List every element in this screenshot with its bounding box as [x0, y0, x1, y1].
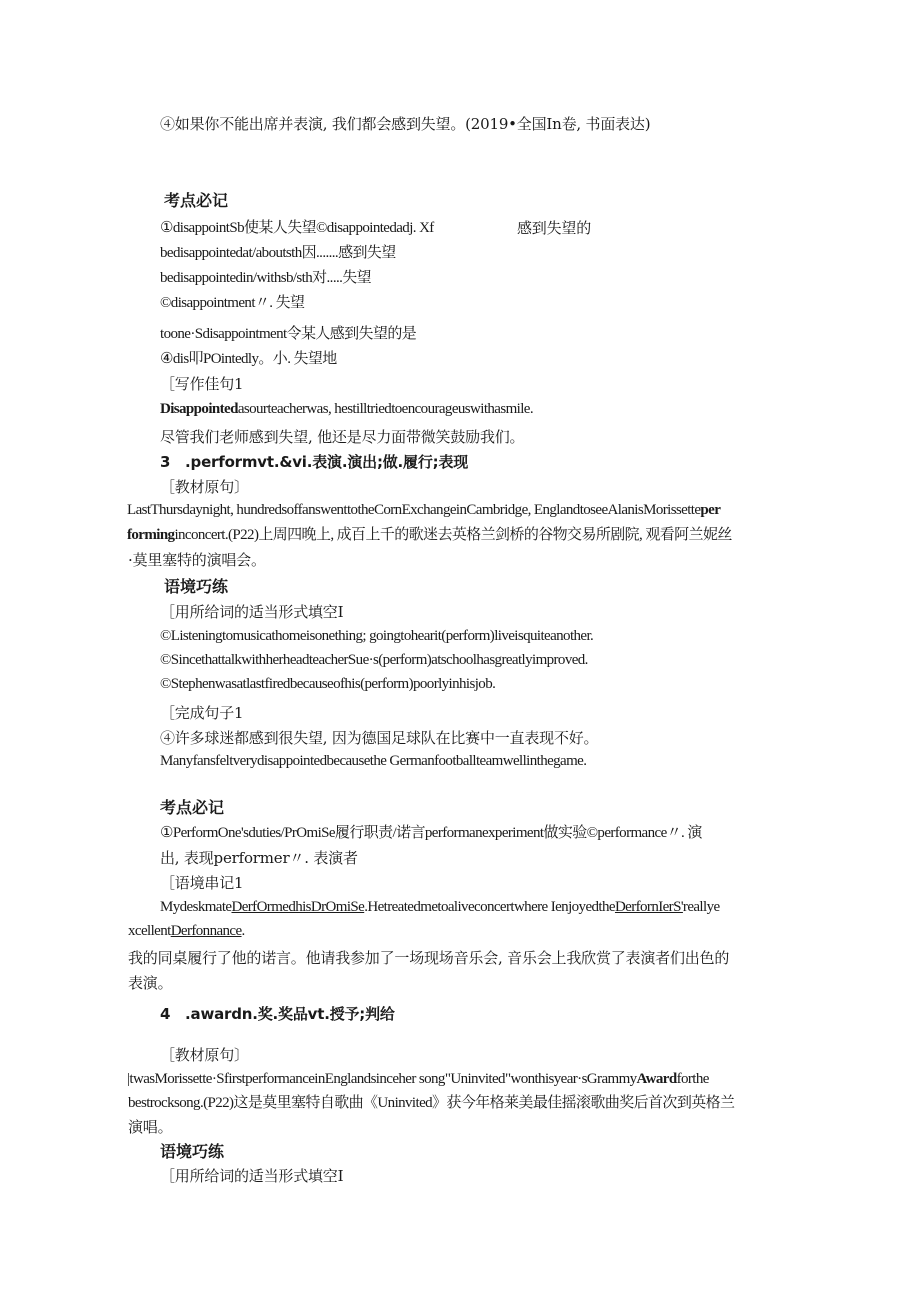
section-heading-practice: 语境巧练	[160, 1142, 225, 1161]
key-point-line: ①disappointSb使某人失望©disappointedadj. Xf	[160, 220, 434, 236]
context-text: .	[241, 923, 245, 939]
key-point-line: bedisappointedat/aboutsth因.......感到失望	[160, 245, 396, 261]
section-heading-key-points: 考点必记	[160, 798, 225, 817]
key-point-line: 出, 表现performer〃. 表演者	[160, 849, 358, 867]
textbook-sentence	[127, 525, 732, 545]
textbook-sentence-text: forthe	[676, 1071, 709, 1087]
context-sentence	[128, 921, 245, 941]
key-point-line-gloss: 感到失望的	[517, 219, 592, 237]
context-text: reallye	[682, 899, 720, 915]
subsection-label: ［完成句子1	[160, 704, 244, 722]
exercise-line: Manyfansfeltverydisappointedbecausethe Germanfootballteamwellinthegame.	[160, 753, 587, 769]
vocab-heading-perform: 3 .performvt.&vi.表演.演出;做.履行;表现	[160, 453, 469, 471]
context-translation: 表演。	[128, 974, 173, 992]
textbook-sentence: 演唱。	[128, 1118, 173, 1136]
textbook-sentence	[127, 1069, 709, 1089]
essay-prompt-line: ④如果你不能出席并表演, 我们都会感到失望。(2019•全国In卷, 书面表达)	[160, 115, 651, 133]
textbook-sentence	[127, 500, 720, 520]
example-translation: 尽管我们老师感到失望, 他还是尽力面带微笑鼓励我们。	[160, 428, 525, 446]
section-heading-practice: 语境巧练	[164, 577, 229, 596]
example-sentence-text: asourteacherwas, hestilltriedtoencourageuswithasmile.	[237, 401, 533, 417]
exercise-line: ©SincethattalkwithherheadteacherSue·s(perform)atschoolhasgreatlyimproved.	[160, 652, 588, 668]
underlined-phrase: DerfornIerS'	[614, 899, 683, 915]
textbook-sentence: ·莫里塞特的演唱会。	[128, 551, 266, 569]
key-point-line: toone·Sdisappointment令某人感到失望的是	[160, 326, 417, 342]
bold-keyword: per	[700, 502, 721, 518]
subsection-label: ［教材原句〕	[160, 1046, 249, 1064]
key-point-line: ①PerformOne'sduties/PrOmiSe履行职责/诺言performanexperiment做实验©performance〃. 演	[160, 825, 702, 841]
exercise-line: ©Listeningtomusicathomeisonething; goingtohearit(perform)liveisquiteanother.	[160, 628, 594, 644]
subsection-label: ［写作佳句1	[160, 375, 244, 393]
underlined-phrase: Derfonnance	[170, 923, 242, 939]
subsection-label: ［用所给词的适当形式填空I	[160, 603, 344, 621]
subsection-label: ［用所给词的适当形式填空I	[160, 1167, 344, 1185]
textbook-sentence-text: LastThursdaynight, hundredsoffanswenttotheCornExchangeinCambridge, EnglandtoseeAlanisMorissette	[127, 502, 701, 518]
textbook-sentence: bestrocksong.(P22)这是莫里塞特自歌曲《Uninvited》获今年格莱美最佳摇滚歌曲奖后首次到英格兰	[128, 1095, 735, 1111]
textbook-sentence-text: inconcert.(P22)上周四晚上, 成百上千的歌迷去英格兰剑桥的谷物交易所剧院, 观看阿兰妮丝	[174, 527, 732, 543]
example-sentence	[160, 399, 533, 419]
exercise-line: ©Stephenwasatlastfiredbecauseofhis(perform)poorlyinhisjob.	[160, 676, 496, 692]
context-text: Mydeskmate	[160, 899, 232, 915]
exercise-line: ④许多球迷都感到很失望, 因为德国足球队在比赛中一直表现不好。	[160, 729, 599, 747]
textbook-sentence-text: |twasMorissette·SfirstperformanceinEnglandsinceher song"Uninvited"wonthisyear·sGrammy	[127, 1071, 637, 1087]
section-heading-key-points: 考点必记	[164, 191, 229, 210]
bold-keyword: forming	[127, 527, 175, 543]
key-point-line: ©disappointment〃. 失望	[160, 295, 305, 311]
context-text: xcellent	[128, 923, 171, 939]
key-point-line: ④dis叩POintedly。小. 失望地	[160, 351, 337, 367]
context-text: .Hetreatedmetoaliveconcertwhere Ienjoyedthe	[364, 899, 615, 915]
bold-keyword: Disappointed	[160, 401, 238, 417]
context-translation: 我的同桌履行了他的诺言。他请我参加了一场现场音乐会, 音乐会上我欣赏了表演者们出色的	[128, 949, 730, 967]
underlined-phrase: DerfOrmedhisDrOmiSe	[231, 899, 365, 915]
vocab-heading-award: 4 .awardn.奖.奖品vt.授予;判给	[160, 1005, 395, 1023]
bold-keyword: Award	[636, 1071, 677, 1087]
key-point-line: bedisappointedin/withsb/sth对.....失望	[160, 270, 372, 286]
subsection-label: ［语境串记1	[160, 874, 244, 892]
context-sentence	[160, 897, 720, 917]
subsection-label: ［教材原句〕	[160, 478, 249, 496]
